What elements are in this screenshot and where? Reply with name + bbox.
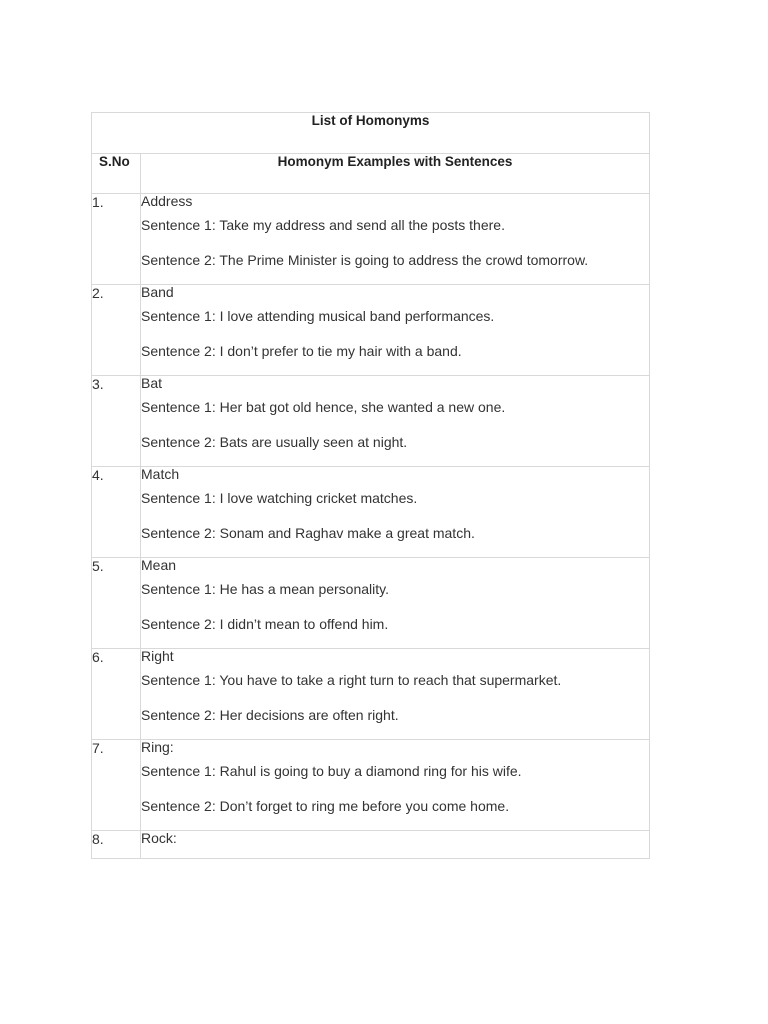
row-number: 7. xyxy=(92,740,141,831)
sentence-1: Sentence 1: Rahul is going to buy a diamond ring for his wife. xyxy=(141,763,522,779)
homonym-word: Bat xyxy=(141,375,163,391)
example-cell xyxy=(141,558,650,649)
example-cell xyxy=(141,740,650,831)
homonym-word: Band xyxy=(141,284,174,300)
table-row xyxy=(92,285,650,376)
title-row xyxy=(92,113,650,154)
table-row xyxy=(92,194,650,285)
row-number: 5. xyxy=(92,558,141,649)
table-row xyxy=(92,649,650,740)
table-row xyxy=(92,740,650,831)
example-cell xyxy=(141,649,650,740)
homonym-word: Match xyxy=(141,466,180,482)
sentence-2: Sentence 2: I don’t prefer to tie my hair with a band. xyxy=(141,343,462,359)
example-cell xyxy=(141,194,650,285)
row-number: 8. xyxy=(92,831,141,859)
homonym-word: Address xyxy=(141,193,193,209)
sentence-1: Sentence 1: You have to take a right turn to reach that supermarket. xyxy=(141,672,562,688)
sentence-2: Sentence 2: Her decisions are often right. xyxy=(141,707,399,723)
row-number: 4. xyxy=(92,467,141,558)
header-examples: Homonym Examples with Sentences xyxy=(141,154,650,194)
homonyms-table xyxy=(91,112,650,859)
row-number: 2. xyxy=(92,285,141,376)
table-title: List of Homonyms xyxy=(92,113,650,154)
sentence-2: Sentence 2: Bats are usually seen at night. xyxy=(141,434,408,450)
sentence-2: Sentence 2: Sonam and Raghav make a great match. xyxy=(141,525,475,541)
table-row xyxy=(92,831,650,859)
homonym-word: Ring: xyxy=(141,739,174,755)
row-number: 6. xyxy=(92,649,141,740)
sentence-1: Sentence 1: I love watching cricket matches. xyxy=(141,490,418,506)
header-row xyxy=(92,154,650,194)
sentence-2: Sentence 2: Don’t forget to ring me before you come home. xyxy=(141,798,510,814)
homonym-word: Right xyxy=(141,648,174,664)
example-cell xyxy=(141,831,650,859)
sentence-1: Sentence 1: Take my address and send all the posts there. xyxy=(141,217,505,233)
sentence-1: Sentence 1: Her bat got old hence, she wanted a new one. xyxy=(141,399,506,415)
row-number: 1. xyxy=(92,194,141,285)
table-row xyxy=(92,467,650,558)
sentence-2: Sentence 2: I didn’t mean to offend him. xyxy=(141,616,389,632)
sentence-1: Sentence 1: I love attending musical band performances. xyxy=(141,308,495,324)
example-cell xyxy=(141,376,650,467)
homonym-word: Mean xyxy=(141,557,177,573)
homonym-word: Rock: xyxy=(141,830,177,846)
header-sno: S.No xyxy=(92,154,141,194)
table-row xyxy=(92,558,650,649)
sentence-1: Sentence 1: He has a mean personality. xyxy=(141,581,390,597)
example-cell xyxy=(141,285,650,376)
table-row xyxy=(92,376,650,467)
example-cell xyxy=(141,467,650,558)
sentence-2: Sentence 2: The Prime Minister is going to address the crowd tomorrow. xyxy=(141,252,589,268)
row-number: 3. xyxy=(92,376,141,467)
